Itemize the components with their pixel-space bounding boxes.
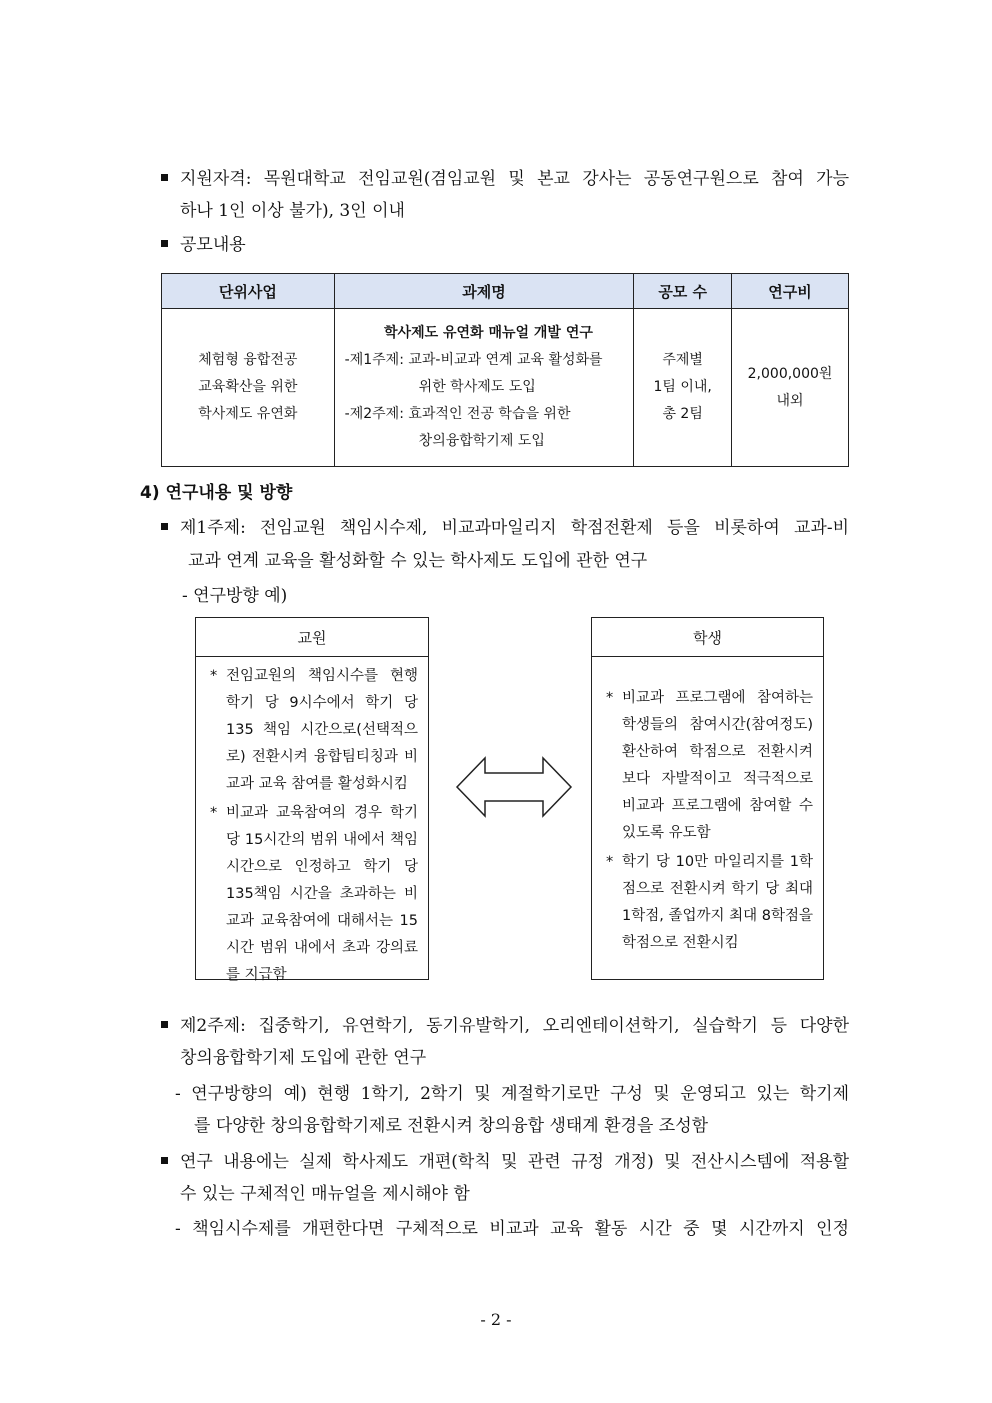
list-item xyxy=(606,849,813,957)
square-bullet-icon xyxy=(161,174,168,181)
square-bullet-icon xyxy=(161,523,168,530)
topic2-line-2: 창의융합학기제 도입에 관한 연구 xyxy=(180,1048,427,1068)
topic1-line-2: 교과 연계 교육을 활성화할 수 있는 학사제도 도입에 관한 연구 xyxy=(188,551,648,571)
asterisk-icon: * xyxy=(210,805,218,821)
square-bullet-icon xyxy=(161,1021,168,1028)
header-budget: 연구비 xyxy=(732,274,849,309)
header-task: 과제명 xyxy=(334,274,634,309)
student-box xyxy=(591,617,824,980)
count-cell xyxy=(634,309,732,467)
content-line-1: 연구 내용에는 실제 학사제도 개편(학칙 및 관련 규정 개정) 및 전산시스템에 적용할 xyxy=(161,1146,849,1178)
count-line: 총 2팀 xyxy=(662,406,703,422)
faculty-item-text: 전임교원의 책임시수를 현행 학기 당 9시수에서 학기 당 135 책임 시간으로(선택적으로) 전환시켜 융합팀티칭과 비교과 교육 참여를 활성화시킴 xyxy=(226,668,418,792)
task-line: -제1주제: 교과-비교과 연계 교육 활성화를 xyxy=(344,352,603,368)
double-arrow-icon xyxy=(455,756,573,818)
contest-label: 공모내용 xyxy=(161,229,246,261)
asterisk-icon: * xyxy=(606,690,614,706)
unit-business-cell xyxy=(162,309,335,467)
header-unit: 단위사업 xyxy=(162,274,335,309)
topic2-direction-line-2: 를 다양한 창의융합학기제로 전환시켜 창의융합 생태계 환경을 조성함 xyxy=(194,1116,709,1136)
asterisk-icon: * xyxy=(210,668,218,684)
budget-line: 2,000,000원 xyxy=(747,365,833,382)
task-line: 위한 학사제도 도입 xyxy=(418,379,536,395)
list-item xyxy=(210,663,418,798)
unit-line: 학사제도 유연화 xyxy=(198,406,298,422)
topic2-line-1: 제2주제: 집중학기, 유연학기, 동기유발학기, 오리엔테이션학기, 실습학기 등 다양한 xyxy=(161,1010,849,1042)
unit-line: 교육확산을 위한 xyxy=(198,379,298,395)
last-line: - 책임시수제를 개편한다면 구체적으로 비교과 교육 활동 시간 중 몇 시간까지 인정 xyxy=(175,1219,849,1239)
unit-line: 체험형 융합전공 xyxy=(198,352,298,368)
budget-cell xyxy=(732,309,849,467)
faculty-box xyxy=(195,617,429,983)
square-bullet-icon xyxy=(161,1157,168,1164)
section-heading: 4) 연구내용 및 방향 xyxy=(140,483,293,503)
task-line: -제2주제: 효과적인 전공 학습을 위한 xyxy=(344,406,571,422)
topic2-direction-line-1: - 연구방향의 예) 현행 1학기, 2학기 및 계절학기로만 구성 및 운영되고 있는 학기제 xyxy=(175,1084,849,1104)
student-box-title: 학생 xyxy=(592,618,823,657)
student-item-text: 학기 당 10만 마일리지를 1학점으로 전환시켜 학기 당 최대 1학점, 졸업까지 최대 8학점을 학점으로 전환시킴 xyxy=(622,854,813,951)
page-number: - 2 - xyxy=(480,1310,512,1329)
asterisk-icon: * xyxy=(606,854,614,870)
table-header-row xyxy=(162,274,849,309)
list-item xyxy=(210,800,418,989)
qualification-line-1: 지원자격: 목원대학교 전임교원(겸임교원 및 본교 강사는 공동연구원으로 참여 가능 xyxy=(161,163,849,195)
header-count: 공모 수 xyxy=(634,274,732,309)
qualification-line-2: 하나 1인 이상 불가), 3인 이내 xyxy=(180,201,405,221)
faculty-box-title: 교원 xyxy=(196,618,428,657)
count-line: 1팀 이내, xyxy=(653,379,712,395)
task-cell xyxy=(334,309,634,467)
square-bullet-icon xyxy=(161,240,168,247)
faculty-item-text: 비교과 교육참여의 경우 학기 당 15시간의 범위 내에서 책임시간으로 인정하고 학기 당 135책임 시간을 초과하는 비교과 교육참여에 대해서는 15시간 범위 내에서 초과 강의료를 지급함 xyxy=(226,805,418,983)
task-line: 창의융합학기제 도입 xyxy=(418,433,545,449)
task-title: 학사제도 유연화 매뉴얼 개발 연구 xyxy=(384,325,593,341)
student-item-text: 비교과 프로그램에 참여하는 학생들의 참여시간(참여정도) 환산하여 학점으로 전환시켜 보다 자발적이고 적극적으로 비교과 프로그램에 참여할 수 있도록 유도함 xyxy=(622,690,813,841)
list-item xyxy=(606,685,813,847)
contest-table xyxy=(161,273,849,467)
table-row xyxy=(162,309,849,467)
direction-example: - 연구방향 예) xyxy=(182,586,288,606)
topic1-line-1: 제1주제: 전임교원 책임시수제, 비교과마일리지 학점전환제 등을 비롯하여 교과-비 xyxy=(161,512,849,544)
budget-line: 내외 xyxy=(776,392,804,409)
count-line: 주제별 xyxy=(662,352,703,368)
content-line-2: 수 있는 구체적인 매뉴얼을 제시해야 함 xyxy=(180,1184,470,1204)
